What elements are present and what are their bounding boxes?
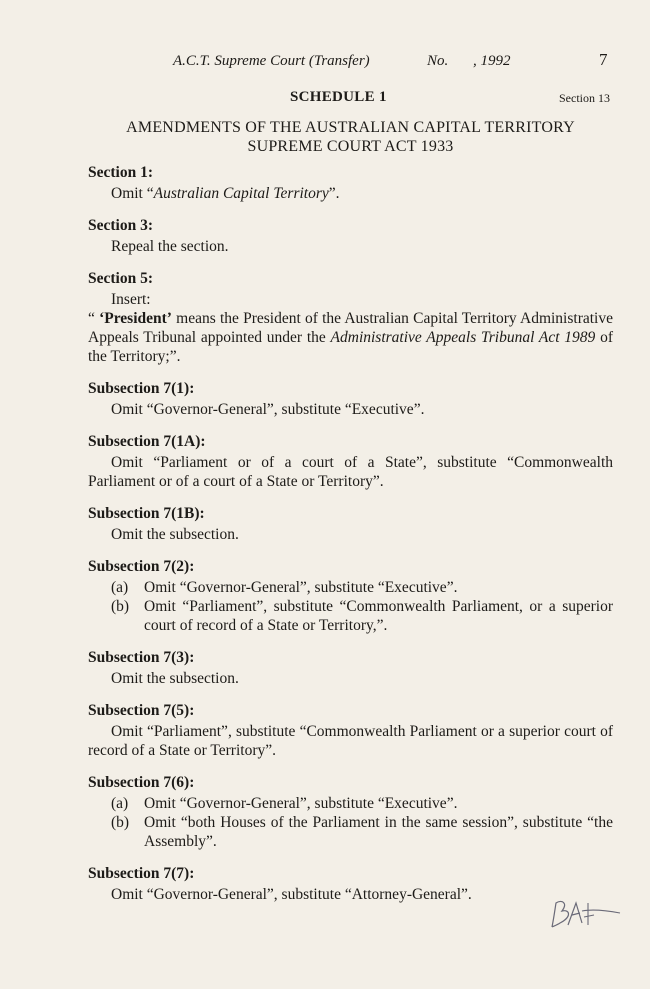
- act-name: Administrative Appeals Tribunal Act 1989: [330, 329, 596, 346]
- section-heading: Section 5:: [88, 270, 154, 287]
- schedule-header: [88, 89, 613, 109]
- item-text: Omit “Governor-General”, substitute “Executive”.: [144, 579, 458, 596]
- heading-line-2: SUPREME COURT ACT 1933: [247, 138, 454, 155]
- schedule-section-ref: Section 13: [559, 91, 610, 105]
- amendment-text: Omit “Governor-General”, substitute “Executive”.: [111, 401, 425, 418]
- item-label: (b): [111, 598, 130, 615]
- definition-text: [88, 309, 613, 366]
- item-label: (b): [111, 814, 130, 831]
- amendment-text-part: Omit “: [111, 185, 154, 202]
- subsection-7-1: [88, 379, 613, 419]
- section-heading: Subsection 7(1A):: [88, 433, 206, 450]
- handwritten-initials-icon: [548, 895, 623, 935]
- subsection-7-7: [88, 864, 613, 904]
- act-year: , 1992: [473, 53, 511, 69]
- amendment-text: Repeal the section.: [111, 238, 229, 255]
- section-5: [88, 269, 613, 366]
- section-heading: Subsection 7(1B):: [88, 505, 205, 522]
- definition-part: of the Territory;”.: [88, 329, 613, 365]
- list-item: [88, 794, 613, 813]
- amendments-heading: [88, 118, 613, 156]
- heading-line-1: AMENDMENTS OF THE AUSTRALIAN CAPITAL TERRITORY: [126, 119, 575, 136]
- subsection-7-1a: [88, 432, 613, 491]
- document-body: [88, 163, 613, 917]
- section-heading: Subsection 7(5):: [88, 702, 195, 719]
- item-text: Omit “both Houses of the Parliament in the same session”, substitute “the Assembly”.: [144, 814, 613, 850]
- schedule-title: SCHEDULE 1: [290, 89, 387, 105]
- section-heading: Subsection 7(2):: [88, 558, 195, 575]
- list-item: [88, 813, 613, 851]
- subsection-7-5: [88, 701, 613, 760]
- section-heading: Section 1:: [88, 164, 154, 181]
- section-heading: Subsection 7(1):: [88, 380, 195, 397]
- item-label: (a): [111, 795, 129, 812]
- section-heading: Subsection 7(7):: [88, 865, 195, 882]
- amendment-text: Omit “Parliament or of a court of a State”, substitute “Commonwealth Parliament or of a court of a State or Territory”.: [88, 454, 613, 490]
- act-number-label: No.: [427, 53, 449, 69]
- section-3: [88, 216, 613, 256]
- subsection-7-3: [88, 648, 613, 688]
- section-heading: Section 3:: [88, 217, 154, 234]
- item-label: (a): [111, 579, 129, 596]
- subsection-7-2: [88, 557, 613, 635]
- amendment-text: Omit “Governor-General”, substitute “Attorney-General”.: [111, 886, 472, 903]
- section-heading: Subsection 7(6):: [88, 774, 195, 791]
- act-title: A.C.T. Supreme Court (Transfer): [173, 53, 370, 69]
- definition-part: “: [88, 310, 100, 327]
- item-text: Omit “Parliament”, substitute “Commonwealth Parliament, or a superior court of record of a State or Territory,”.: [144, 598, 613, 634]
- definition-part: means the President of the Australian Capital Territory Administrative Appeals Tribunal appointed under the: [88, 310, 613, 346]
- amendment-text: [88, 184, 613, 203]
- list-item: [88, 597, 613, 635]
- amendment-text-part: ”.: [328, 185, 340, 202]
- item-text: Omit “Governor-General”, substitute “Executive”.: [144, 795, 458, 812]
- defined-term: ‘President’: [99, 310, 172, 327]
- amendment-text: Omit the subsection.: [111, 670, 239, 687]
- list-item: [88, 578, 613, 597]
- amendment-italic-term: Australian Capital Territory: [153, 185, 329, 202]
- subsection-7-1b: [88, 504, 613, 544]
- section-heading: Subsection 7(3):: [88, 649, 195, 666]
- section-1: [88, 163, 613, 203]
- page-number: 7: [599, 50, 608, 69]
- insert-instruction: Insert:: [111, 291, 151, 308]
- subsection-7-6: [88, 773, 613, 851]
- amendment-text: Omit “Parliament”, substitute “Commonwealth Parliament or a superior court of record of a State or Territory”.: [88, 723, 613, 759]
- amendment-text: Omit the subsection.: [111, 526, 239, 543]
